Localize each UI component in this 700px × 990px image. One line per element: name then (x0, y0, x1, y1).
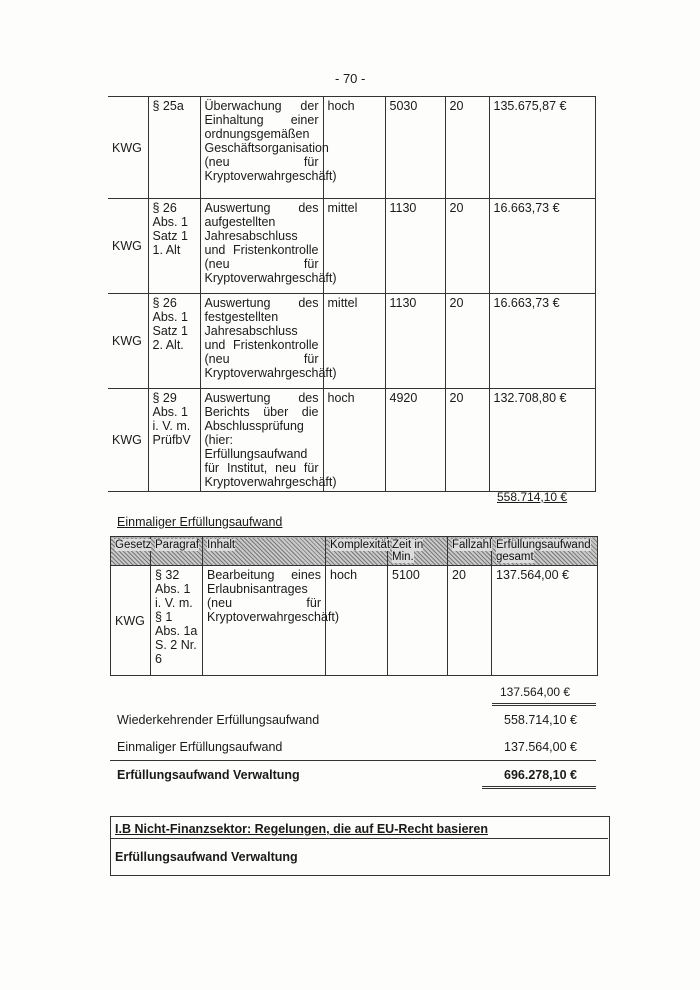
paragraph-cell: § 25a (148, 97, 200, 199)
time-cell: 5100 (388, 566, 448, 676)
summary-label: Einmaliger Erfüllungsaufwand (117, 740, 283, 754)
summary-row-one-time (117, 740, 577, 754)
table-row (111, 566, 598, 676)
divider (492, 703, 596, 704)
time-cell: 4920 (385, 389, 445, 492)
header-paragraph: Paragraf (151, 537, 203, 566)
divider (482, 786, 596, 787)
content-cell: Auswertung des festgestellten Jahresabschluss und Fristenkontrolle (neu für Kryptoverwahrgeschäft) (200, 294, 323, 389)
complexity-cell: mittel (323, 199, 385, 294)
complexity-cell: hoch (323, 97, 385, 199)
law-cell: KWG (108, 199, 148, 294)
complexity-cell: mittel (323, 294, 385, 389)
header-law: Gesetz (111, 537, 151, 566)
paragraph-cell: § 32 Abs. 1 i. V. m. § 1 Abs. 1a S. 2 Nr. 6 (151, 566, 203, 676)
total-cell: 16.663,73 € (489, 199, 595, 294)
page-number: - 70 - (335, 71, 366, 86)
time-cell: 1130 (385, 294, 445, 389)
content-cell: Bearbeitung eines Erlaubnisantrages (neu für Kryptoverwahrgeschäft) (203, 566, 326, 676)
total-cell: 135.675,87 € (489, 97, 595, 199)
total-cell: 16.663,73 € (489, 294, 595, 389)
summary-value: 137.564,00 € (504, 740, 577, 754)
summary-value: 558.714,10 € (504, 713, 577, 727)
table-header-row (111, 537, 598, 566)
law-cell: KWG (108, 389, 148, 492)
summary-value: 696.278,10 € (504, 768, 577, 782)
divider (110, 760, 596, 761)
header-time: Zeit in Min. (388, 537, 448, 566)
content-cell: Auswertung des Berichts über die Abschlussprüfung (hier: Erfüllungsaufwand für Institut, neu für Kryptoverwahrgeschäft) (200, 389, 323, 492)
paragraph-cell: § 29 Abs. 1 i. V. m. PrüfbV (148, 389, 200, 492)
total-cell: 137.564,00 € (492, 566, 598, 676)
complexity-cell: hoch (326, 566, 388, 676)
section-heading: I.B Nicht-Finanzsektor: Regelungen, die auf EU-Recht basieren (115, 822, 488, 836)
one-time-cost-table (110, 536, 598, 676)
cases-cell: 20 (445, 389, 489, 492)
header-complexity: Komplexität (326, 537, 388, 566)
cases-cell: 20 (445, 199, 489, 294)
content-cell: Auswertung des aufgestellten Jahresabschluss und Fristenkontrolle (neu für Kryptoverwahrgeschäft) (200, 199, 323, 294)
cases-cell: 20 (448, 566, 492, 676)
content-cell: Überwachung der Einhaltung einer ordnungsgemäßen Geschäftsorganisation (neu für Kryptoverwahrgeschäft) (200, 97, 323, 199)
law-cell: KWG (111, 566, 151, 676)
summary-label: Erfüllungsaufwand Verwaltung (117, 768, 300, 782)
recurring-sum: 558.714,10 € (497, 490, 568, 504)
paragraph-cell: § 26 Abs. 1 Satz 1 1. Alt (148, 199, 200, 294)
one-time-cost-label: Einmaliger Erfüllungsaufwand (117, 515, 283, 529)
table-row (108, 97, 595, 199)
time-cell: 5030 (385, 97, 445, 199)
law-cell: KWG (108, 97, 148, 199)
one-time-sum: 137.564,00 € (500, 685, 571, 699)
complexity-cell: hoch (323, 389, 385, 492)
table-row (108, 294, 595, 389)
header-cases: Fallzahl (448, 537, 492, 566)
table-row (108, 199, 595, 294)
cases-cell: 20 (445, 97, 489, 199)
time-cell: 1130 (385, 199, 445, 294)
paragraph-cell: § 26 Abs. 1 Satz 1 2. Alt. (148, 294, 200, 389)
summary-label: Wiederkehrender Erfüllungsaufwand (117, 713, 320, 727)
section-subheading: Erfüllungsaufwand Verwaltung (115, 850, 298, 864)
divider (110, 838, 608, 839)
cases-cell: 20 (445, 294, 489, 389)
summary-row-total (117, 768, 577, 782)
header-content: Inhalt (203, 537, 326, 566)
divider (492, 705, 596, 706)
total-cell: 132.708,80 € (489, 389, 595, 492)
recurring-cost-table (108, 96, 596, 492)
law-cell: KWG (108, 294, 148, 389)
divider (482, 788, 596, 789)
table-row (108, 389, 595, 492)
summary-row-recurring (117, 713, 577, 727)
header-total: Erfüllungsaufwand gesamt (492, 537, 598, 566)
